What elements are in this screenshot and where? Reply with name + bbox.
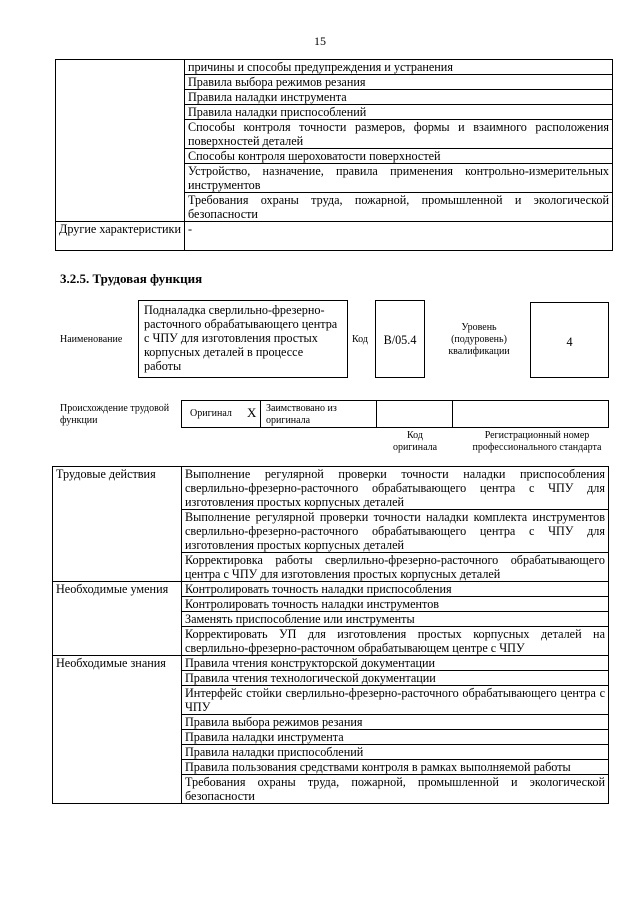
table-cell: Правила наладки приспособлений: [185, 105, 613, 120]
qualification-level-value: 4: [530, 302, 609, 378]
table-cell: Правила чтения технологической документации: [182, 671, 609, 686]
section-title: 3.2.5. Трудовая функция: [60, 271, 203, 286]
function-name: Подналадка сверлильно-фрезерно-расточного обрабатывающего центра с ЧПУ для изготовления простых корпусных деталей в процессе работы: [138, 300, 348, 378]
table-row: [56, 222, 613, 251]
table-cell: Контролировать точность наладки инструментов: [182, 597, 609, 612]
original-mark: X: [247, 405, 257, 420]
table-cell: Требования охраны труда, пожарной, промышленной и экологической безопасности: [185, 193, 613, 222]
table-cell: Правила наладки приспособлений: [182, 745, 609, 760]
labor-function-table: [52, 466, 609, 804]
table-cell: Способы контроля шероховатости поверхностей: [185, 149, 613, 164]
required-knowledge-label: Необходимые знания: [53, 656, 182, 804]
divider: [376, 400, 377, 428]
labor-actions-label: Трудовые действия: [53, 467, 182, 582]
other-characteristics-value: -: [185, 222, 613, 251]
page-number: 15: [314, 34, 326, 48]
registration-number-caption: Регистрационный номер профессионального стандарта: [472, 430, 602, 453]
table-cell: Требования охраны труда, пожарной, промышленной и экологической безопасности: [182, 775, 609, 804]
table-cell: Правила пользования средствами контроля в рамках выполняемой работы: [182, 760, 609, 775]
table-row: [53, 467, 609, 510]
table-row: [53, 656, 609, 671]
qualification-level-label: Уровень (подуровень) квалификации: [448, 322, 510, 357]
table-cell: Правила чтения конструкторской документации: [182, 656, 609, 671]
divider: [452, 400, 453, 428]
table-cell: Выполнение регулярной проверки точности наладки приспособления сверлильно-фрезерно-расточного обрабатывающего центра с ЧПУ для изготовления простых корпусных деталей: [182, 467, 609, 510]
borrowed-label: Заимствовано из оригинала: [266, 403, 337, 426]
table-cell: Корректировка работы сверлильно-фрезерно-расточного обрабатывающего центра с ЧПУ для изготовления простых корпусных деталей: [182, 553, 609, 582]
code-label: Код: [352, 334, 368, 345]
name-label: Наименование: [60, 334, 123, 345]
table-cell: причины и способы предупреждения и устранения: [185, 60, 613, 75]
table-row: [56, 60, 613, 75]
table-cell: Правила выбора режимов резания: [185, 75, 613, 90]
empty-label-cell: [56, 60, 185, 222]
table-cell: Заменять приспособление или инструменты: [182, 612, 609, 627]
table-cell: Правила наладки инструмента: [185, 90, 613, 105]
original-label: Оригинал: [190, 408, 232, 419]
code-original-caption: Код оригинала: [392, 430, 438, 453]
table-row: [53, 582, 609, 597]
knowledge-table-continued: [55, 59, 613, 251]
origin-label: Происхождение трудовой функции: [60, 403, 170, 426]
divider: [260, 400, 261, 428]
required-skills-label: Необходимые умения: [53, 582, 182, 656]
table-cell: Способы контроля точности размеров, формы и взаимного расположения поверхностей деталей: [185, 120, 613, 149]
code-value: B/05.4: [375, 300, 425, 378]
origin-row: [181, 400, 609, 428]
table-cell: Правила наладки инструмента: [182, 730, 609, 745]
table-cell: Устройство, назначение, правила применения контрольно-измерительных инструментов: [185, 164, 613, 193]
table-cell: Правила выбора режимов резания: [182, 715, 609, 730]
table-cell: Интерфейс стойки сверлильно-фрезерно-расточного обрабатывающего центра с ЧПУ: [182, 686, 609, 715]
table-cell: Корректировать УП для изготовления простых корпусных деталей на сверлильно-фрезерно-расточном обрабатывающем центре с ЧПУ: [182, 627, 609, 656]
table-cell: Выполнение регулярной проверки точности наладки комплекта инструментов сверлильно-фрезерно-расточного обрабатывающего центра с ЧПУ для изготовления простых корпусных деталей: [182, 510, 609, 553]
table-cell: Контролировать точность наладки приспособления: [182, 582, 609, 597]
other-characteristics-label: Другие характеристики: [56, 222, 185, 251]
